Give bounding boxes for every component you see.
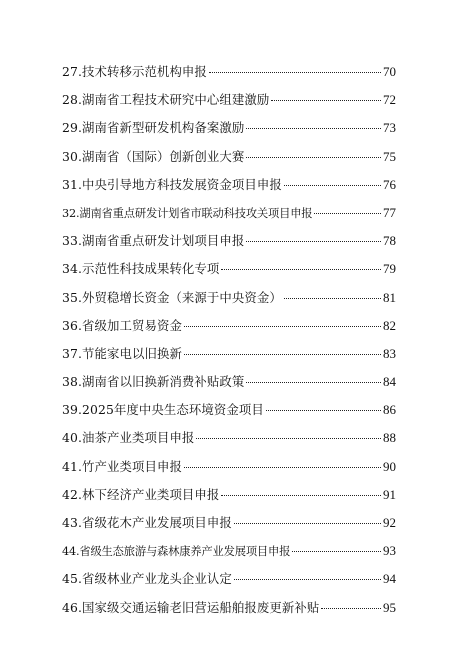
toc-entry-page: 84 [383, 374, 396, 390]
dot-leader [284, 185, 381, 186]
toc-entry-title: 30.湖南省（国际）创新创业大赛 [62, 148, 245, 164]
toc-entry[interactable] [62, 284, 396, 312]
toc-entry[interactable] [62, 199, 396, 227]
dot-leader [271, 100, 381, 101]
dot-leader [246, 157, 381, 158]
toc-entry-title: 35.外贸稳增长资金（来源于中央资金） [62, 289, 282, 305]
toc-entry-title: 45.省级林业产业龙头企业认定 [62, 571, 232, 587]
toc-entry[interactable] [62, 509, 396, 537]
dot-leader [221, 495, 381, 496]
toc-entry[interactable] [62, 368, 396, 396]
toc-entry-page: 72 [383, 92, 396, 108]
toc-entry-title: 31.中央引导地方科技发展资金项目申报 [62, 176, 282, 192]
toc-entry-title: 42.林下经济产业类项目申报 [62, 486, 220, 502]
toc-entry-page: 92 [383, 515, 396, 530]
toc-entry-page: 93 [383, 543, 396, 559]
toc-entry[interactable] [62, 255, 396, 283]
dot-leader [266, 410, 381, 411]
toc-entry-page: 83 [383, 345, 396, 361]
dot-leader [246, 128, 381, 129]
toc-entry-title: 29.湖南省新型研发机构备案激励 [62, 120, 245, 136]
toc-entry-page: 77 [383, 204, 396, 220]
toc-entry-title: 44.省级生态旅游与森林康养产业发展项目申报 [62, 545, 291, 559]
toc-entry-page: 70 [383, 64, 396, 79]
toc-entry[interactable] [62, 227, 396, 255]
dot-leader [221, 269, 381, 270]
toc-entry-page: 91 [383, 486, 396, 502]
toc-entry[interactable] [62, 86, 396, 114]
toc-entry[interactable] [62, 114, 396, 142]
toc-entry[interactable] [62, 565, 396, 593]
dot-leader [314, 213, 381, 214]
toc-entry-title: 41.竹产业类项目申报 [62, 458, 182, 474]
toc-entry-page: 75 [383, 148, 396, 164]
toc-entry[interactable] [62, 340, 396, 368]
toc-entry-title: 27.技术转移示范机构申报 [62, 64, 207, 79]
toc-entry-page: 73 [383, 120, 396, 136]
toc-entry[interactable] [62, 396, 396, 424]
toc-entry[interactable] [62, 594, 396, 622]
toc-entry[interactable] [62, 58, 396, 86]
toc-entry[interactable] [62, 312, 396, 340]
dot-leader [246, 382, 381, 383]
table-of-contents [62, 58, 396, 622]
toc-entry-title: 32.湖南省重点研发计划省市联动科技攻关项目申报 [62, 206, 313, 220]
dot-leader [196, 438, 381, 439]
toc-entry-page: 76 [383, 176, 396, 192]
toc-entry-title: 36.省级加工贸易资金 [62, 317, 182, 333]
toc-entry[interactable] [62, 171, 396, 199]
toc-entry-page: 78 [383, 233, 396, 249]
toc-entry-title: 39.2025年度中央生态环境资金项目 [62, 402, 264, 418]
dot-leader [246, 241, 381, 242]
dot-leader [209, 72, 381, 73]
toc-entry[interactable] [62, 481, 396, 509]
toc-entry-title: 33.湖南省重点研发计划项目申报 [62, 233, 245, 249]
toc-entry-title: 28.湖南省工程技术研究中心组建激励 [62, 92, 270, 108]
toc-entry-page: 86 [383, 402, 396, 418]
toc-entry[interactable] [62, 143, 396, 171]
dot-leader [234, 579, 381, 580]
toc-entry[interactable] [62, 453, 396, 481]
toc-entry-page: 94 [383, 571, 396, 587]
toc-entry-title: 34.示范性科技成果转化专项 [62, 261, 220, 277]
toc-entry[interactable] [62, 537, 396, 565]
toc-entry-page: 81 [383, 289, 396, 305]
toc-entry-title: 37.节能家电以旧换新 [62, 345, 182, 361]
dot-leader [234, 523, 381, 524]
toc-entry-page: 82 [383, 317, 396, 333]
toc-entry-page: 90 [383, 458, 396, 474]
dot-leader [292, 551, 381, 552]
toc-entry-title: 46.国家级交通运输老旧营运船舶报废更新补贴 [62, 599, 320, 615]
toc-entry-page: 79 [383, 261, 396, 277]
toc-entry-title: 43.省级花木产业发展项目申报 [62, 515, 232, 530]
toc-entry-page: 95 [383, 599, 396, 615]
dot-leader [284, 298, 381, 299]
dot-leader [184, 467, 381, 468]
toc-entry-title: 38.湖南省以旧换新消费补贴政策 [62, 374, 245, 390]
dot-leader [321, 608, 381, 609]
toc-entry-title: 40.油茶产业类项目申报 [62, 430, 195, 446]
dot-leader [184, 326, 381, 327]
toc-entry-page: 88 [383, 430, 396, 446]
dot-leader [184, 354, 381, 355]
toc-entry[interactable] [62, 424, 396, 452]
